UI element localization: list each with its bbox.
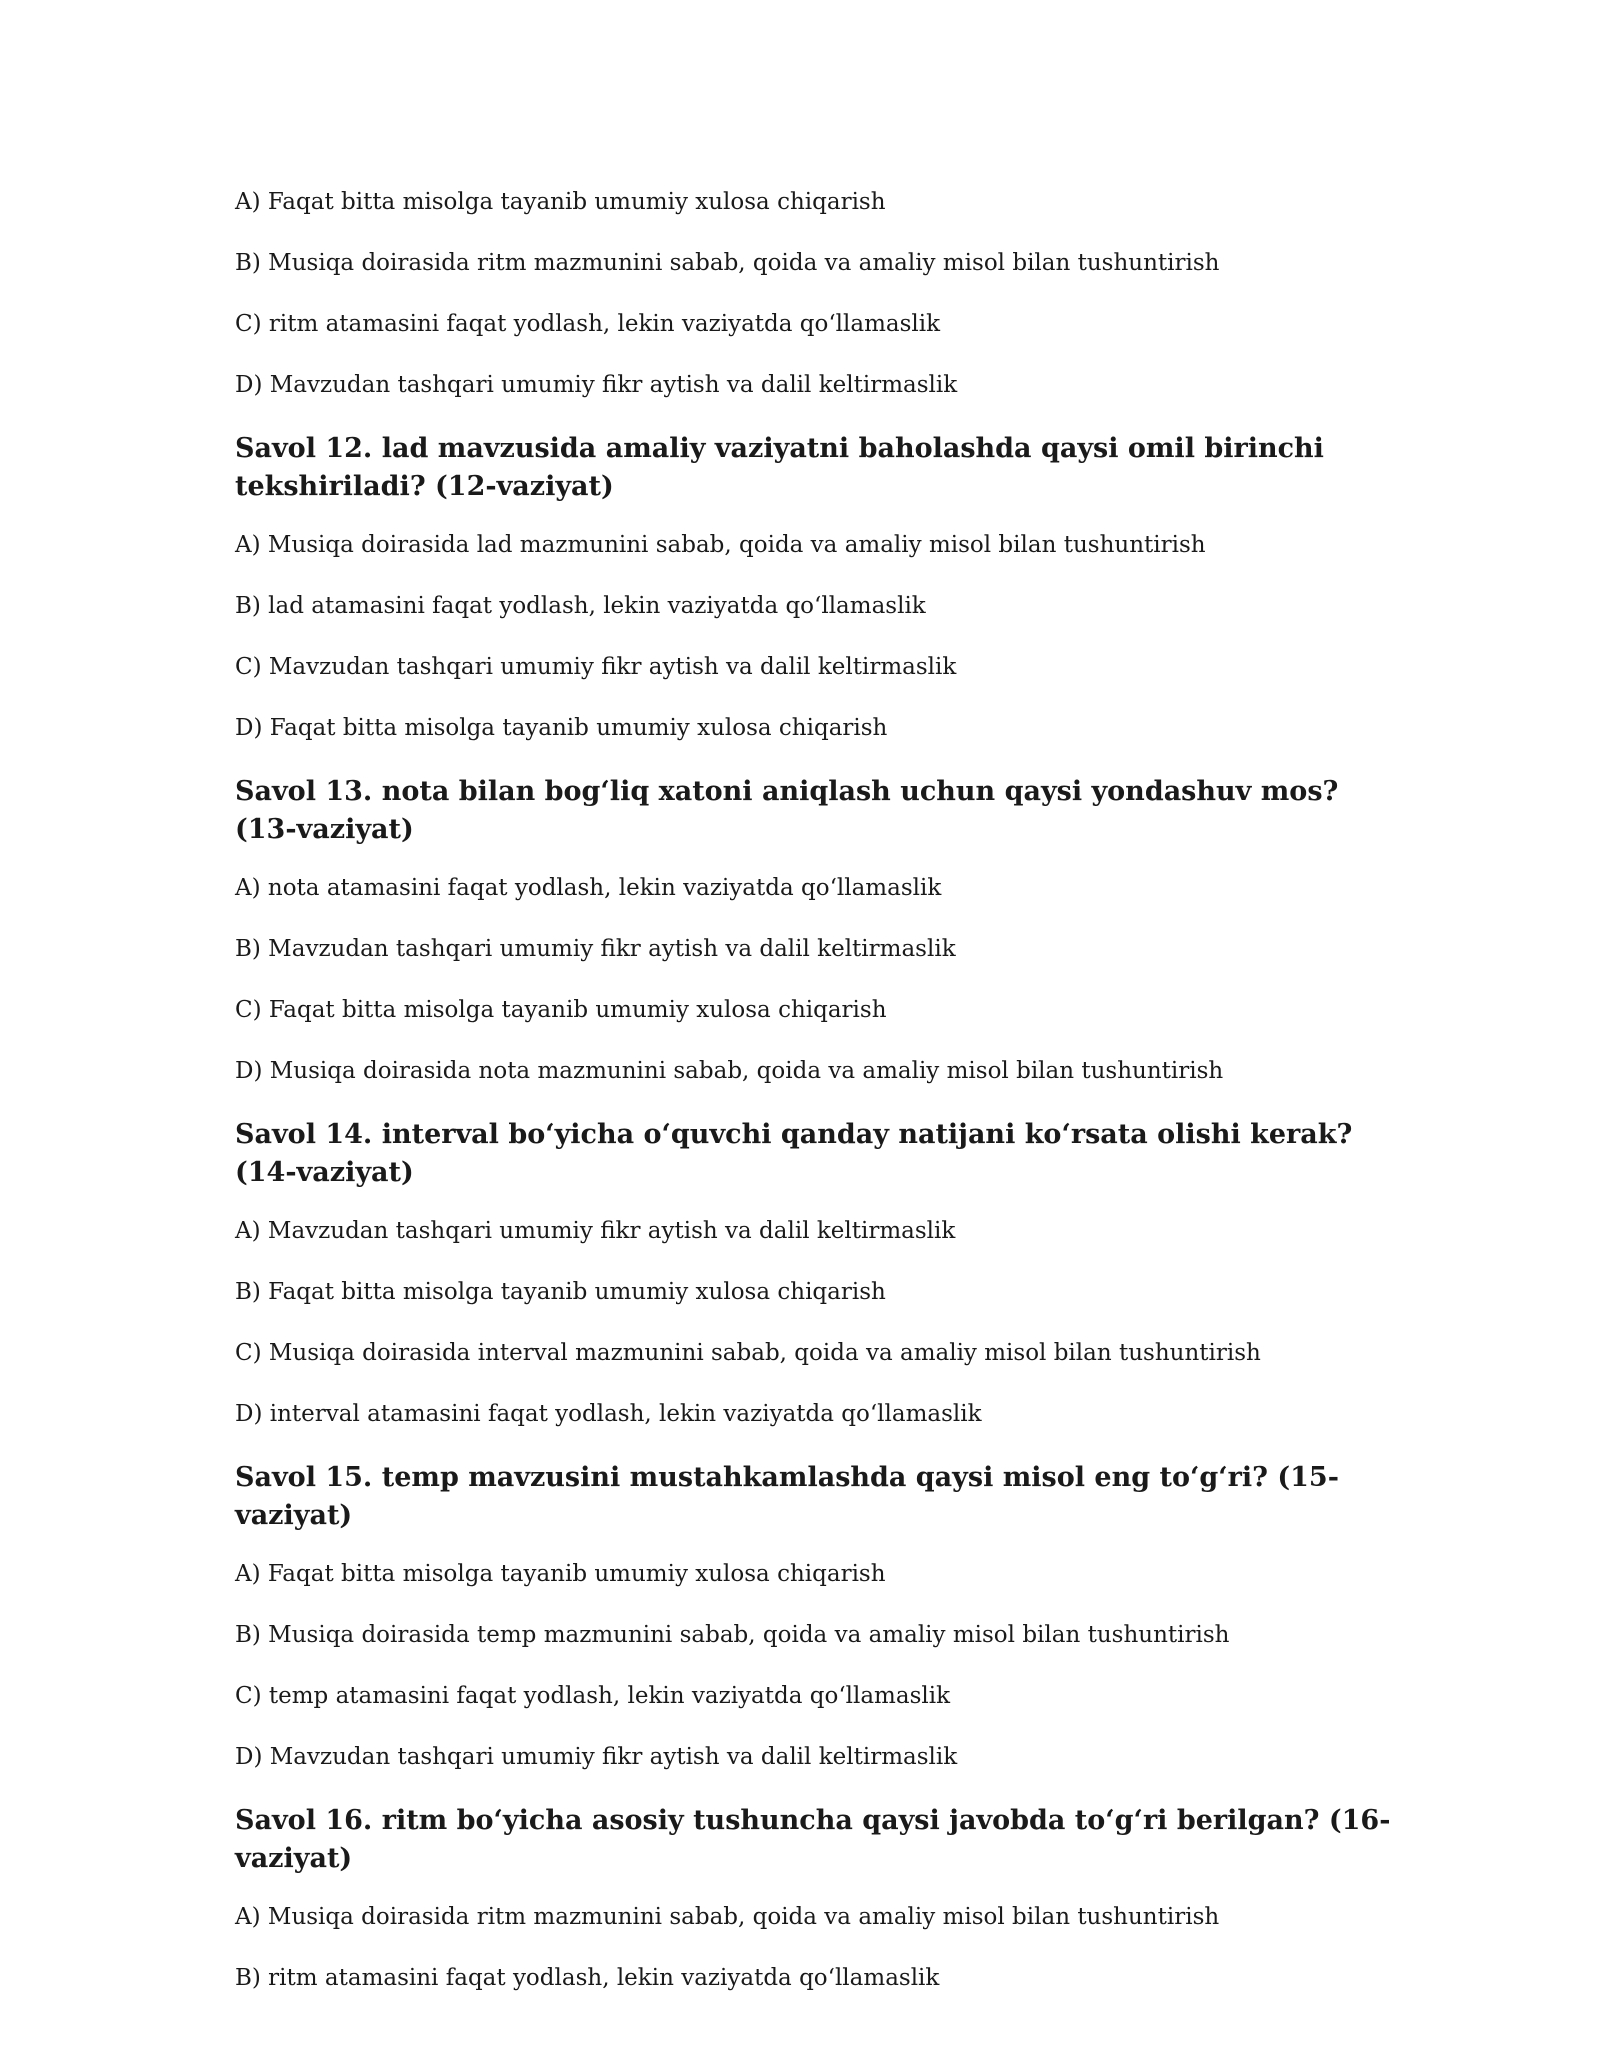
answer-option: C) Faqat bitta misolga tayanib umumiy xulosa chiqarish	[235, 997, 887, 1023]
answer-option: A) Musiqa doirasida lad mazmunini sabab, qoida va amaliy misol bilan tushuntirish	[235, 532, 1206, 558]
document-page	[235, 186, 1395, 2023]
question-13	[235, 773, 1395, 1087]
question-12	[235, 430, 1395, 744]
answer-option: B) ritm atamasini faqat yodlash, lekin vaziyatda qo‘llamaslik	[235, 1965, 940, 1991]
question-title: Savol 12. lad mavzusida amaliy vaziyatni baholashda qaysi omil birinchi tekshiriladi? (12-vaziyat)	[235, 433, 1324, 502]
answer-option: B) lad atamasini faqat yodlash, lekin vaziyatda qo‘llamaslik	[235, 593, 926, 619]
question-title: Savol 16. ritm bo‘yicha asosiy tushuncha qaysi javobda to‘g‘ri berilgan? (16-vaziyat)	[235, 1805, 1391, 1874]
answer-option: D) Mavzudan tashqari umumiy fikr aytish va dalil keltirmaslik	[235, 1744, 958, 1770]
answer-option: C) Mavzudan tashqari umumiy fikr aytish va dalil keltirmaslik	[235, 654, 957, 680]
question-title: Savol 13. nota bilan bog‘liq xatoni aniqlash uchun qaysi yondashuv mos? (13-vaziyat)	[235, 776, 1339, 845]
answer-option: A) Mavzudan tashqari umumiy fikr aytish va dalil keltirmaslik	[235, 1218, 956, 1244]
answer-option: A) Faqat bitta misolga tayanib umumiy xulosa chiqarish	[235, 1561, 886, 1587]
question-16	[235, 1802, 1395, 1994]
question-title: Savol 14. interval bo‘yicha o‘quvchi qanday natijani ko‘rsata olishi kerak? (14-vaziyat)	[235, 1119, 1353, 1188]
answer-option: A) nota atamasini faqat yodlash, lekin vaziyatda qo‘llamaslik	[235, 875, 942, 901]
question-15	[235, 1459, 1395, 1773]
answer-option: B) Faqat bitta misolga tayanib umumiy xulosa chiqarish	[235, 1279, 886, 1305]
answer-option: C) temp atamasini faqat yodlash, lekin vaziyatda qo‘llamaslik	[235, 1683, 951, 1709]
answer-option: D) Faqat bitta misolga tayanib umumiy xulosa chiqarish	[235, 715, 888, 741]
answer-option: A) Faqat bitta misolga tayanib umumiy xulosa chiqarish	[235, 189, 886, 215]
answer-option: B) Musiqa doirasida temp mazmunini sabab, qoida va amaliy misol bilan tushuntirish	[235, 1622, 1230, 1648]
question-14	[235, 1116, 1395, 1430]
answer-option: B) Mavzudan tashqari umumiy fikr aytish va dalil keltirmaslik	[235, 936, 956, 962]
lead-options	[235, 186, 1395, 401]
answer-option: A) Musiqa doirasida ritm mazmunini sabab, qoida va amaliy misol bilan tushuntirish	[235, 1904, 1220, 1930]
answer-option: B) Musiqa doirasida ritm mazmunini sabab, qoida va amaliy misol bilan tushuntirish	[235, 250, 1220, 276]
answer-option: D) Musiqa doirasida nota mazmunini sabab, qoida va amaliy misol bilan tushuntirish	[235, 1058, 1224, 1084]
answer-option: D) Mavzudan tashqari umumiy fikr aytish va dalil keltirmaslik	[235, 372, 958, 398]
answer-option: C) ritm atamasini faqat yodlash, lekin vaziyatda qo‘llamaslik	[235, 311, 941, 337]
answer-option: C) Musiqa doirasida interval mazmunini sabab, qoida va amaliy misol bilan tushuntirish	[235, 1340, 1261, 1366]
answer-option: D) interval atamasini faqat yodlash, lekin vaziyatda qo‘llamaslik	[235, 1401, 982, 1427]
question-title: Savol 15. temp mavzusini mustahkamlashda qaysi misol eng to‘g‘ri? (15-vaziyat)	[235, 1462, 1339, 1531]
